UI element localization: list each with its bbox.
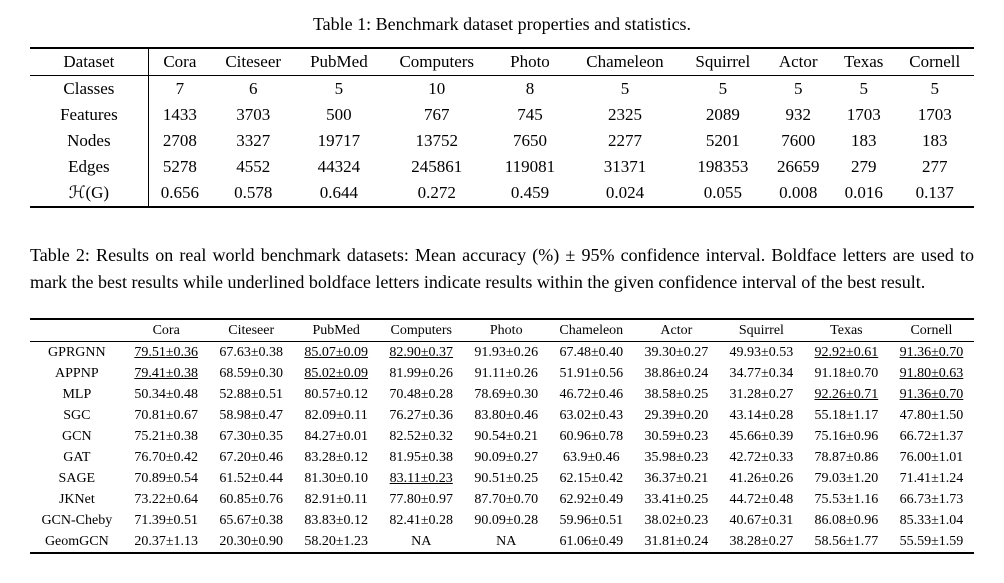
result-cell: 31.81±0.24 <box>634 531 719 553</box>
result-cell: 82.91±0.11 <box>304 491 368 507</box>
result-cell: NA <box>379 531 464 553</box>
result-cell: 67.30±0.35 <box>219 428 284 444</box>
table2-corner-header <box>30 319 124 342</box>
result-cell: 44.72±0.48 <box>729 491 794 507</box>
table1-dataset-header: Squirrel <box>681 48 764 76</box>
result-cell: 79.03±1.20 <box>814 470 879 486</box>
property-value: 0.024 <box>569 180 681 207</box>
method-name: MLP <box>62 386 92 402</box>
table1-dataset-header: PubMed <box>295 48 382 76</box>
table2-row <box>30 363 974 384</box>
property-value: 183 <box>850 131 877 150</box>
table2-row <box>30 342 974 364</box>
table1-caption: Table 1: Benchmark dataset properties and statistics. <box>312 14 692 34</box>
result-cell: 63.9±0.46 <box>562 449 620 465</box>
result-cell: 52.88±0.51 <box>219 386 284 402</box>
result-cell: 50.34±0.48 <box>134 386 199 402</box>
method-name: JKNet <box>58 491 95 507</box>
result-cell: 59.96±0.51 <box>559 512 624 528</box>
property-value: 7600 <box>781 131 816 150</box>
method-name: APPNP <box>55 365 99 381</box>
property-value: 198353 <box>697 157 749 176</box>
property-value: 10 <box>428 79 446 98</box>
property-value: 279 <box>850 157 877 176</box>
method-name: GeomGCN <box>30 531 124 553</box>
property-value: 932 <box>785 105 811 124</box>
result-cell: 80.57±0.12 <box>304 386 369 402</box>
table2-row <box>30 531 974 553</box>
result-cell: 76.70±0.42 <box>134 449 199 465</box>
result-cell: 35.98±0.23 <box>644 449 709 465</box>
result-cell: 39.30±0.27 <box>644 344 709 360</box>
result-cell: 75.21±0.38 <box>134 428 199 444</box>
result-cell: 71.41±1.24 <box>899 470 964 486</box>
result-cell: 76.00±1.01 <box>899 449 964 465</box>
property-value: 6 <box>248 79 258 98</box>
result-cell: 81.30±0.10 <box>304 470 369 486</box>
result-cell: 62.92±0.49 <box>559 491 624 507</box>
result-cell: 83.83±0.12 <box>304 512 369 528</box>
result-cell: 62.15±0.42 <box>559 470 624 486</box>
result-cell: 83.11±0.23 <box>389 470 453 486</box>
result-cell: 70.81±0.67 <box>134 407 199 423</box>
property-value: 13752 <box>415 131 458 150</box>
property-value: 0.644 <box>295 180 382 207</box>
result-cell: 78.87±0.86 <box>814 449 879 465</box>
property-value: 5 <box>334 79 344 98</box>
result-cell: 61.52±0.44 <box>219 470 284 486</box>
result-cell: 67.63±0.38 <box>219 344 284 360</box>
method-name: GCN <box>62 428 92 444</box>
property-value: 183 <box>921 131 948 150</box>
property-value: 3703 <box>236 105 271 124</box>
property-value: 5278 <box>162 157 197 176</box>
table1-dataset-header: Texas <box>832 48 896 76</box>
property-label: ℋ(G) <box>30 180 148 207</box>
benchmark-results-table <box>30 318 974 554</box>
method-name: GPRGNN <box>48 344 106 360</box>
table2-row <box>30 384 974 405</box>
property-value: 245861 <box>411 157 463 176</box>
property-label: Edges <box>30 154 148 180</box>
table1-dataset-header: Computers <box>382 48 491 76</box>
result-cell: 31.28±0.27 <box>729 386 794 402</box>
dataset-statistics-table <box>30 47 974 208</box>
property-value: 7 <box>175 79 185 98</box>
table2-dataset-header: Cornell <box>889 319 974 342</box>
table1-dataset-header: Chameleon <box>569 48 681 76</box>
property-value: 19717 <box>317 131 361 150</box>
result-cell: 58.56±1.77 <box>804 531 889 553</box>
result-cell: 41.26±0.26 <box>729 470 794 486</box>
result-cell: 51.91±0.56 <box>559 365 624 381</box>
result-cell: 82.52±0.32 <box>389 428 454 444</box>
result-cell: 38.28±0.27 <box>719 531 804 553</box>
result-cell: 76.27±0.36 <box>389 407 454 423</box>
result-cell: 58.98±0.47 <box>219 407 284 423</box>
result-cell: 61.06±0.49 <box>549 531 634 553</box>
result-cell: 75.53±1.16 <box>814 491 879 507</box>
result-cell: 20.30±0.90 <box>209 531 294 553</box>
property-value: 0.016 <box>832 180 896 207</box>
table1-dataset-header: Citeseer <box>211 48 295 76</box>
method-name: SAGE <box>58 470 96 486</box>
table2-dataset-header: Texas <box>804 319 889 342</box>
result-cell: 70.89±0.54 <box>134 470 199 486</box>
table1-dataset-header: Actor <box>764 48 832 76</box>
property-value: 0.272 <box>382 180 491 207</box>
result-cell: 91.36±0.70 <box>899 386 964 402</box>
property-value: 5201 <box>705 131 740 150</box>
table1-dataset-header: Cora <box>148 48 211 76</box>
result-cell: 68.59±0.30 <box>219 365 284 381</box>
result-cell: 66.72±1.37 <box>899 428 964 444</box>
table2-dataset-header: Photo <box>464 319 549 342</box>
property-value: 0.055 <box>681 180 764 207</box>
result-cell: 34.77±0.34 <box>729 365 794 381</box>
table2-caption: Table 2: Results on real world benchmark datasets: Mean accuracy (%) ± 95% confidence interval. Boldface letters are used to mark the best results while underlined boldface letters indicate results within the given confidence interval of the best result. <box>30 245 974 292</box>
table1-row <box>30 154 974 180</box>
property-value: 0.008 <box>764 180 832 207</box>
result-cell: 91.93±0.26 <box>474 344 539 360</box>
table2-row <box>30 468 974 489</box>
result-cell: 92.26±0.71 <box>814 386 879 402</box>
result-cell: 60.85±0.76 <box>219 491 284 507</box>
result-cell: 78.69±0.30 <box>474 386 539 402</box>
result-cell: 79.51±0.36 <box>134 344 199 360</box>
table2-dataset-header: Computers <box>379 319 464 342</box>
property-value: 2325 <box>607 105 642 124</box>
result-cell: 86.08±0.96 <box>814 512 879 528</box>
result-cell: 29.39±0.20 <box>644 407 709 423</box>
result-cell: 47.80±1.50 <box>899 407 964 423</box>
result-cell: 90.54±0.21 <box>474 428 539 444</box>
table2-dataset-header: PubMed <box>294 319 379 342</box>
property-value: 119081 <box>504 157 556 176</box>
result-cell: 55.18±1.17 <box>814 407 879 423</box>
result-cell: 81.99±0.26 <box>389 365 454 381</box>
table2-row <box>30 405 974 426</box>
result-cell: 58.20±1.23 <box>294 531 379 553</box>
result-cell: 20.37±1.13 <box>124 531 209 553</box>
table2-dataset-header: Actor <box>634 319 719 342</box>
property-value: 31371 <box>603 157 647 176</box>
property-label: Classes <box>30 76 148 103</box>
result-cell: 77.80±0.97 <box>389 491 454 507</box>
table1-body <box>30 76 974 208</box>
result-cell: 90.09±0.27 <box>474 449 539 465</box>
result-cell: 45.66±0.39 <box>729 428 794 444</box>
table2-dataset-header: Cora <box>124 319 209 342</box>
property-value: 5 <box>930 79 939 98</box>
property-value: 0.459 <box>491 180 569 207</box>
property-value: 277 <box>921 157 948 176</box>
result-cell: 40.67±0.31 <box>729 512 794 528</box>
table1-dataset-header: Photo <box>491 48 569 76</box>
result-cell: 79.41±0.38 <box>134 365 199 381</box>
result-cell: 73.22±0.64 <box>134 491 199 507</box>
result-cell: 92.92±0.61 <box>814 344 879 360</box>
table1-row <box>30 102 974 128</box>
property-value: 5 <box>620 79 630 98</box>
result-cell: 63.02±0.43 <box>559 407 624 423</box>
result-cell: 84.27±0.01 <box>304 428 369 444</box>
result-cell: 60.96±0.78 <box>559 428 624 444</box>
table2-header-row <box>30 319 974 342</box>
property-value: 745 <box>517 105 543 124</box>
result-cell: 38.86±0.24 <box>644 365 709 381</box>
table2-dataset-header: Chameleon <box>549 319 634 342</box>
result-cell: 83.28±0.12 <box>304 449 369 465</box>
table2-row <box>30 510 974 531</box>
result-cell: 33.41±0.25 <box>644 491 709 507</box>
property-value: 1433 <box>162 105 197 124</box>
result-cell: 91.36±0.70 <box>899 344 964 360</box>
result-cell: 46.72±0.46 <box>559 386 624 402</box>
method-name: SGC <box>63 407 91 423</box>
property-value: 26659 <box>776 157 820 176</box>
result-cell: 90.09±0.28 <box>474 512 539 528</box>
result-cell: 90.51±0.25 <box>474 470 539 486</box>
result-cell: 83.80±0.46 <box>474 407 539 423</box>
result-cell: 91.18±0.70 <box>814 365 879 381</box>
result-cell: 66.73±1.73 <box>899 491 964 507</box>
result-cell: 55.59±1.59 <box>889 531 974 553</box>
table1-header-row <box>30 48 974 76</box>
result-cell: 85.07±0.09 <box>304 344 369 360</box>
result-cell: 71.39±0.51 <box>134 512 199 528</box>
property-value: 500 <box>326 105 352 124</box>
property-label: Features <box>30 102 148 128</box>
property-value: 4552 <box>236 157 271 176</box>
result-cell: 91.80±0.63 <box>899 365 964 381</box>
property-value: 44324 <box>317 157 361 176</box>
property-label: Nodes <box>30 128 148 154</box>
result-cell: 81.95±0.38 <box>389 449 454 465</box>
result-cell: 85.33±1.04 <box>899 512 964 528</box>
method-name: GCN-Cheby <box>41 512 113 528</box>
table1-row <box>30 128 974 154</box>
result-cell: 38.58±0.25 <box>644 386 709 402</box>
property-value: 1703 <box>846 105 881 124</box>
property-value: 5 <box>859 79 868 98</box>
property-value: 2089 <box>705 105 740 124</box>
table2-body <box>30 342 974 554</box>
result-cell: 43.14±0.28 <box>729 407 794 423</box>
property-value: 1703 <box>917 105 952 124</box>
property-value: 0.137 <box>895 180 974 207</box>
property-value: 2708 <box>162 131 197 150</box>
table2-row <box>30 426 974 447</box>
property-value: 5 <box>718 79 728 98</box>
property-value: 5 <box>793 79 803 98</box>
property-value: 7650 <box>512 131 547 150</box>
result-cell: 85.02±0.09 <box>304 365 369 381</box>
result-cell: 87.70±0.70 <box>474 491 539 507</box>
result-cell: 82.09±0.11 <box>304 407 368 423</box>
property-value: 2277 <box>607 131 642 150</box>
result-cell: 38.02±0.23 <box>644 512 709 528</box>
result-cell: 67.20±0.46 <box>219 449 284 465</box>
table2-row <box>30 447 974 468</box>
table2-dataset-header: Squirrel <box>719 319 804 342</box>
table2-row <box>30 489 974 510</box>
property-value: 0.578 <box>211 180 295 207</box>
property-value: 767 <box>424 105 450 124</box>
table1-dataset-header: Cornell <box>895 48 974 76</box>
result-cell: 36.37±0.21 <box>644 470 709 486</box>
property-value: 3327 <box>236 131 271 150</box>
result-cell: 70.48±0.28 <box>389 386 454 402</box>
result-cell: 42.72±0.33 <box>729 449 794 465</box>
table1-corner-header: Dataset <box>30 48 148 76</box>
property-value: 8 <box>525 79 535 98</box>
result-cell: 30.59±0.23 <box>644 428 709 444</box>
table1-row <box>30 76 974 103</box>
result-cell: NA <box>464 531 549 553</box>
result-cell: 67.48±0.40 <box>559 344 624 360</box>
property-value: 0.656 <box>148 180 211 207</box>
table1-row <box>30 180 974 207</box>
result-cell: 82.41±0.28 <box>389 512 454 528</box>
result-cell: 65.67±0.38 <box>219 512 284 528</box>
table2-dataset-header: Citeseer <box>209 319 294 342</box>
result-cell: 82.90±0.37 <box>389 344 454 360</box>
result-cell: 75.16±0.96 <box>814 428 879 444</box>
result-cell: 49.93±0.53 <box>729 344 794 360</box>
result-cell: 91.11±0.26 <box>474 365 538 381</box>
method-name: GAT <box>63 449 91 465</box>
